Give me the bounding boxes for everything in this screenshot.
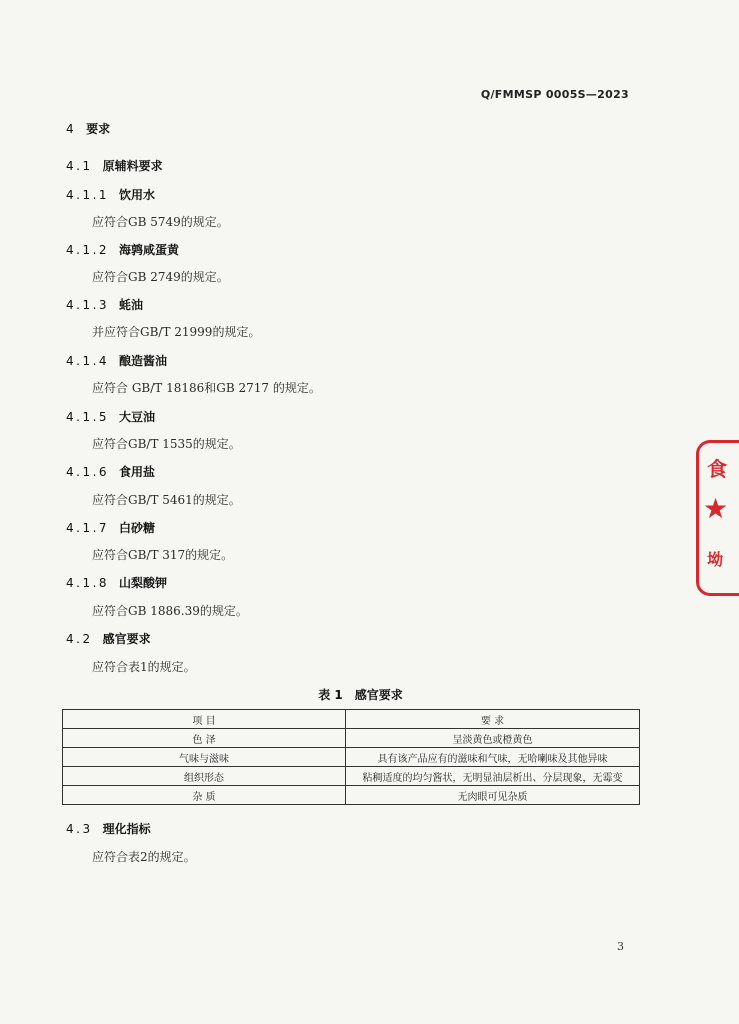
clause-heading xyxy=(66,352,167,369)
table-row xyxy=(63,748,640,767)
clause-number: 4.1.7 xyxy=(66,521,110,535)
sensory-requirements-table xyxy=(62,709,640,805)
clause-text: 应符合GB 1886.39的规定。 xyxy=(92,604,248,618)
table-cell-requirement: 具有该产品应有的滋味和气味，无哈喇味及其他异味 xyxy=(346,748,640,767)
clause-title: 山梨酸钾 xyxy=(119,576,168,590)
table-cell-item: 气味与滋味 xyxy=(63,748,346,767)
table-header-cell: 要 求 xyxy=(346,710,640,729)
clause-title: 大豆油 xyxy=(119,410,156,424)
section-number: 4.1 xyxy=(66,159,93,173)
clause-heading xyxy=(66,574,167,591)
section-4-heading xyxy=(66,120,110,137)
clause-title: 酿造酱油 xyxy=(119,354,168,368)
clause-number: 4.1.1 xyxy=(66,188,110,202)
red-seal-stamp xyxy=(696,440,739,596)
clause-heading xyxy=(66,408,155,425)
star-icon: ★ xyxy=(703,492,729,525)
section-title: 感官要求 xyxy=(102,632,151,646)
table-cell-item: 组织形态 xyxy=(63,767,346,786)
clause-heading xyxy=(66,186,155,203)
clause-heading xyxy=(66,296,143,313)
table-title: 感官要求 xyxy=(354,688,403,702)
clause-title: 蚝油 xyxy=(119,298,144,312)
clause-number: 4.1.6 xyxy=(66,465,110,479)
clause-heading xyxy=(66,463,155,480)
table-number: 表 1 xyxy=(318,688,343,702)
document-code: Q/FMMSP 0005S—2023 xyxy=(480,88,629,101)
table-row xyxy=(63,729,640,748)
clause-text: 应符合GB/T 5461的规定。 xyxy=(92,493,241,507)
clause-title: 白砂糖 xyxy=(119,521,156,535)
table-cell-requirement: 无肉眼可见杂质 xyxy=(346,786,640,805)
section-title: 要求 xyxy=(86,122,111,136)
clause-title: 食用盐 xyxy=(119,465,156,479)
section-number: 4.3 xyxy=(66,822,93,836)
clause-number: 4.1.5 xyxy=(66,410,110,424)
clause-text: 并应符合GB/T 21999的规定。 xyxy=(92,325,261,339)
table-caption xyxy=(0,686,721,703)
section-4-1-heading xyxy=(66,157,163,174)
table-header-row xyxy=(63,710,640,729)
section-4-2-heading xyxy=(66,630,151,647)
table-row xyxy=(63,786,640,805)
clause-heading xyxy=(66,519,155,536)
section-title: 原辅料要求 xyxy=(102,159,163,173)
clause-number: 4.1.3 xyxy=(66,298,110,312)
table-cell-requirement: 粘稠适度的均匀酱状，无明显油层析出、分层现象，无霉变 xyxy=(346,767,640,786)
clause-text: 应符合GB/T 317的规定。 xyxy=(92,548,234,562)
clause-number: 4.1.8 xyxy=(66,576,110,590)
section-text: 应符合表1的规定。 xyxy=(92,660,196,674)
clause-title: 饮用水 xyxy=(119,188,156,202)
section-4-3-heading xyxy=(66,820,151,837)
clause-text: 应符合GB/T 1535的规定。 xyxy=(92,437,241,451)
clause-number: 4.1.2 xyxy=(66,243,110,257)
page-number: 3 xyxy=(617,940,624,953)
section-text: 应符合表2的规定。 xyxy=(92,850,196,864)
table-cell-item: 色 泽 xyxy=(63,729,346,748)
table-row xyxy=(63,767,640,786)
stamp-character: 坳 xyxy=(707,550,724,569)
clause-text: 应符合GB 2749的规定。 xyxy=(92,270,229,284)
clause-text: 应符合GB 5749的规定。 xyxy=(92,215,229,229)
table-cell-requirement: 呈淡黄色或橙黄色 xyxy=(346,729,640,748)
section-number: 4 xyxy=(66,122,77,136)
clause-number: 4.1.4 xyxy=(66,354,110,368)
stamp-character: 食 xyxy=(707,457,727,481)
clause-text: 应符合 GB/T 18186和GB 2717 的规定。 xyxy=(92,381,321,395)
section-number: 4.2 xyxy=(66,632,93,646)
table-header-cell: 项 目 xyxy=(63,710,346,729)
section-title: 理化指标 xyxy=(102,822,151,836)
table-cell-item: 杂 质 xyxy=(63,786,346,805)
clause-heading xyxy=(66,241,179,258)
clause-title: 海鹑咸蛋黄 xyxy=(119,243,180,257)
